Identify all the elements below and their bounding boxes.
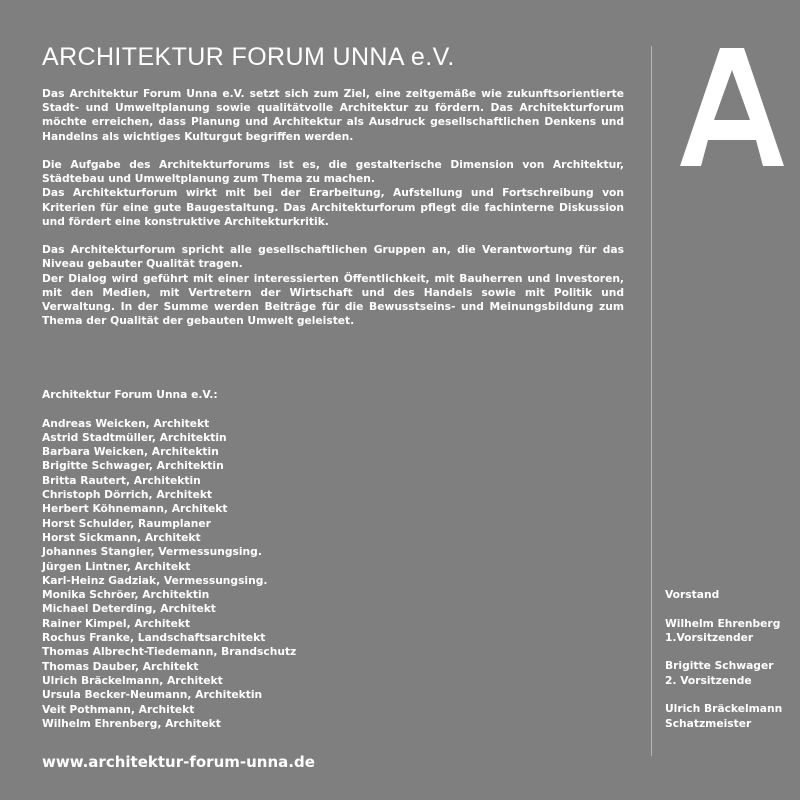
intro-paragraph: Das Architekturforum wirkt mit bei der Erarbeitung, Aufstellung und Fortschreibung von Kriterien für eine gute Baugestaltung. Das Architekturforum pflegt die fachinterne Diskussion und fördert eine konstruktive Architekturkritik. [42,186,624,228]
member-item: Karl-Heinz Gadziak, Vermessungsing. [42,573,268,587]
member-item: Thomas Dauber, Architekt [42,659,199,673]
member-item: Britta Rautert, Architektin [42,473,201,487]
member-item: Astrid Stadtmüller, Architektin [42,430,227,444]
member-item: Thomas Albrecht-Tiedemann, Brandschutz [42,645,297,659]
member-item: Monika Schröer, Architektin [42,588,210,602]
member-item: Herbert Köhnemann, Architekt [42,502,228,516]
member-item: Johannes Stangier, Vermessungsing. [42,545,262,559]
member-item: Rochus Franke, Landschaftsarchitekt [42,631,266,645]
board-entry [665,659,782,688]
member-item: Andreas Weicken, Architekt [42,416,210,430]
intro-text [42,87,624,328]
board-member-role: 1.Vorsitzender [665,630,754,644]
member-item: Brigitte Schwager, Architektin [42,459,224,473]
board-entry [665,617,782,646]
intro-paragraph: Das Architektur Forum Unna e.V. setzt sich zum Ziel, eine zeitgemäße wie zukunftsorientierte Stadt- und Umweltplanung sowie qualitätvolle Architektur zu fördern. Das Architekturforum möchte erreichen, dass Planung und Architektur als Ausdruck gesellschaftlichen Denkens und Handelns als wichtiges Kulturgut begriffen werden. [42,87,624,143]
members-section [42,388,296,731]
board-member-name: Wilhelm Ehrenberg [665,616,781,630]
member-item: Wilhelm Ehrenberg, Architekt [42,716,221,730]
vertical-divider [651,46,652,756]
member-item: Horst Schulder, Raumplaner [42,516,211,530]
page-title: ARCHITEKTUR FORUM UNNA e.V. [42,43,455,71]
website-link[interactable]: www.architektur-forum-unna.de [42,753,315,771]
member-item: Veit Pothmann, Architekt [42,702,195,716]
intro-paragraph: Die Aufgabe des Architekturforums ist es, die gestalterische Dimension von Architektur, Städtebau und Umweltplanung zum Thema zu machen. [42,158,624,186]
intro-paragraph: Der Dialog wird geführt mit einer interessierten Öffentlichkeit, mit Bauherren und Investoren, mit den Medien, mit Vertretern der Wirtschaft und des Handels sowie mit Politik und Verwaltung. In der Summe werden Beiträge für die Bewusstseins- und Meinungsbildung zum Thema der Qualität der gebauten Umwelt geleistet. [42,271,624,328]
member-item: Michael Deterding, Architekt [42,602,216,616]
board-member-role: Schatzmeister [665,716,752,730]
letter-a-logo-icon [680,48,784,166]
member-item: Christoph Dörrich, Architekt [42,488,213,502]
member-item: Jürgen Lintner, Architekt [42,559,191,573]
members-heading: Architektur Forum Unna e.V.: [42,388,218,401]
board-section [665,588,782,731]
board-member-role: 2. Vorsitzende [665,673,752,687]
member-item: Barbara Weicken, Architektin [42,445,219,459]
member-item: Ulrich Bräckelmann, Architekt [42,673,223,687]
board-member-name: Brigitte Schwager [665,659,774,673]
board-entry [665,702,782,731]
members-list [42,417,296,732]
board-member-name: Ulrich Bräckelmann [665,702,783,716]
board-heading: Vorstand [665,588,720,601]
intro-paragraph: Das Architekturforum spricht alle gesellschaftlichen Gruppen an, die Verantwortung für das Niveau gebauter Qualität tragen. [42,243,624,271]
member-item: Ursula Becker-Neumann, Architektin [42,688,263,702]
member-item: Rainer Kimpel, Architekt [42,616,191,630]
member-item: Horst Sickmann, Architekt [42,530,201,544]
